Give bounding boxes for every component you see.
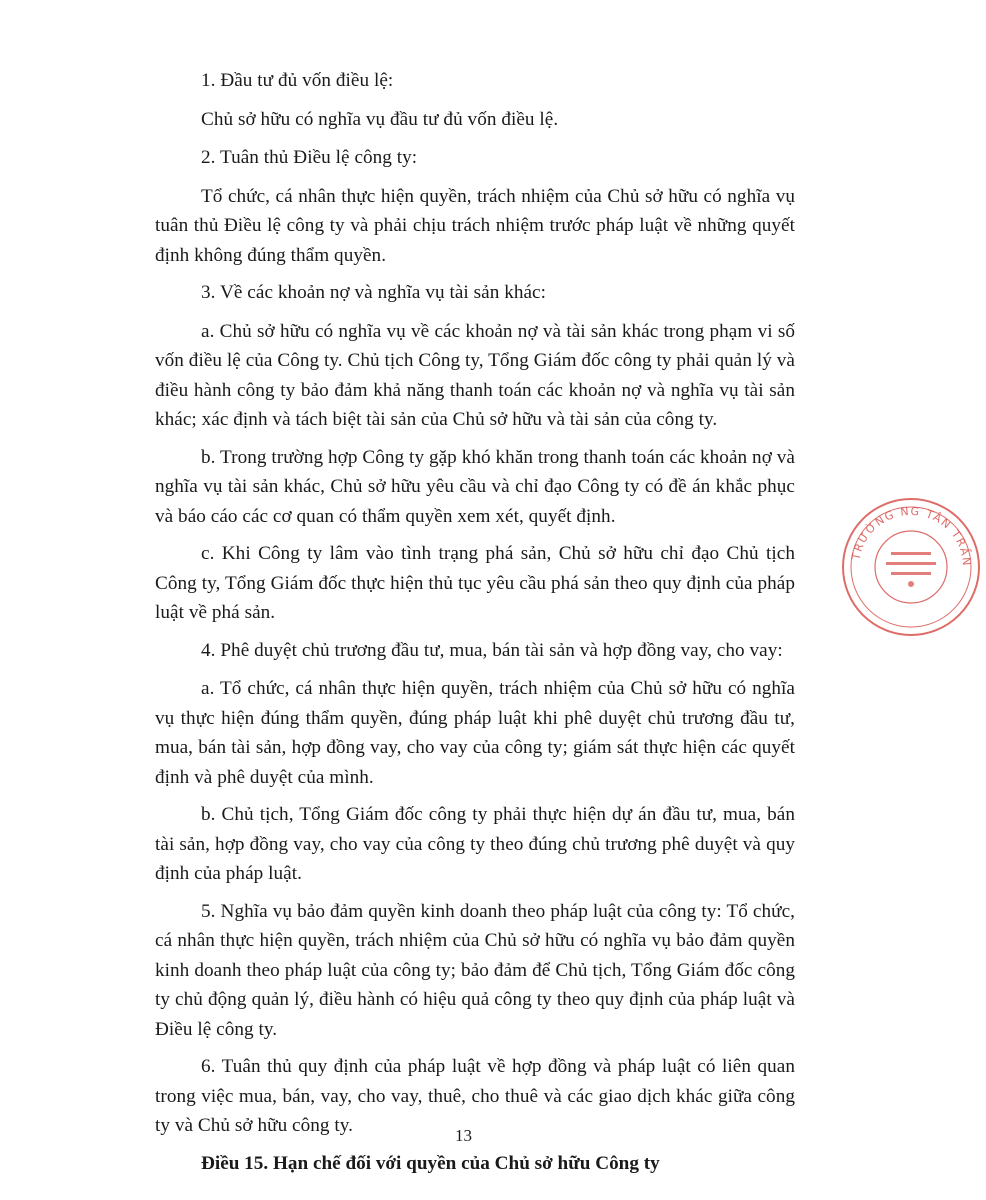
paragraph-contract-compliance: 6. Tuân thủ quy định của pháp luật về hợp đồng và pháp luật có liên quan trong việc mua, bán, vay, cho vay, thuê, cho thuê và các giao dịch khác giữa công ty và Chủ sở hữu công ty. [155,1056,795,1136]
paragraph-approval-a: a. Tổ chức, cá nhân thực hiện quyền, trách nhiệm của Chủ sở hữu có nghĩa vụ thực hiện đúng thẩm quyền, đúng pháp luật khi phê duyệt chủ trương đầu tư, mua, bán tài sản, hợp đồng vay, cho vay của công ty; giám sát thực hiện các quyết định và phê duyệt của mình. [155,678,795,788]
paragraph-owner-obligation-capital: Chủ sở hữu có nghĩa vụ đầu tư đủ vốn điều lệ. [201,108,559,130]
paragraph-business-rights: 5. Nghĩa vụ bảo đảm quyền kinh doanh theo pháp luật của công ty: Tổ chức, cá nhân thực hiện quyền, trách nhiệm của Chủ sở hữu có nghĩa vụ bảo đảm quyền kinh doanh theo pháp luật của công ty; bảo đảm để Chủ tịch, Tổng Giám đốc công ty chủ động quản lý, điều hành có hiệu quả công ty theo quy định của pháp luật và Điều lệ công ty. [155,900,795,1040]
red-seal-stamp [836,492,974,642]
paragraph-debts-heading: 3. Về các khoản nợ và nghĩa vụ tài sản khác: [201,282,546,303]
page-number: 13 [455,1126,472,1145]
paragraph-approval-b: b. Chủ tịch, Tổng Giám đốc công ty phải thực hiện dự án đầu tư, mua, bán tài sản, hợp đồng vay, cho vay của công ty theo đúng chủ trương phê duyệt và quy định của pháp luật. [155,804,795,884]
seal-stamp-icon [836,492,986,642]
article-15-heading: Điều 15. Hạn chế đối với quyền của Chủ sở hữu Công ty [201,1152,660,1174]
paragraph-approval-heading: 4. Phê duyệt chủ trương đầu tư, mua, bán tài sản và hợp đồng vay, cho vay: [201,639,783,661]
document-body [155,66,795,1178]
paragraph-debts-c: c. Khi Công ty lâm vào tình trạng phá sản, Chủ sở hữu chỉ đạo Chủ tịch Công ty, Tổng Giám đốc thực hiện thủ tục yêu cầu phá sản theo quy định của pháp luật về phá sản. [155,543,795,623]
paragraph-investment-charter-capital: 1. Đầu tư đủ vốn điều lệ: [201,70,394,91]
paragraph-comply-charter: Tổ chức, cá nhân thực hiện quyền, trách nhiệm của Chủ sở hữu có nghĩa vụ tuân thủ Điều lệ công ty và phải chịu trách nhiệm trước pháp luật về những quyết định không đúng thẩm quyền. [155,185,795,266]
paragraph-debts-b: b. Trong trường hợp Công ty gặp khó khăn trong thanh toán các khoản nợ và nghĩa vụ tài sản khác, Chủ sở hữu yêu cầu và chỉ đạo Công ty có đề án khắc phục và báo cáo các cơ quan có thẩm quyền xem xét, quyết định. [155,446,795,527]
paragraph-debts-a: a. Chủ sở hữu có nghĩa vụ về các khoản nợ và tài sản khác trong phạm vi số vốn điều lệ của Công ty. Chủ tịch Công ty, Tổng Giám đốc công ty phải quản lý và điều hành công ty bảo đảm khả năng thanh toán các khoản nợ và nghĩa vụ tài sản khác; xác định và tách biệt tài sản của Chủ sở hữu và tài sản của công ty. [155,320,795,430]
svg-text:TRƯỜNG NG TÂN TRẦN: TRƯỜNG NG TÂN TRẦN [849,504,974,568]
paragraph-comply-charter-heading: 2. Tuân thủ Điều lệ công ty: [201,147,418,168]
